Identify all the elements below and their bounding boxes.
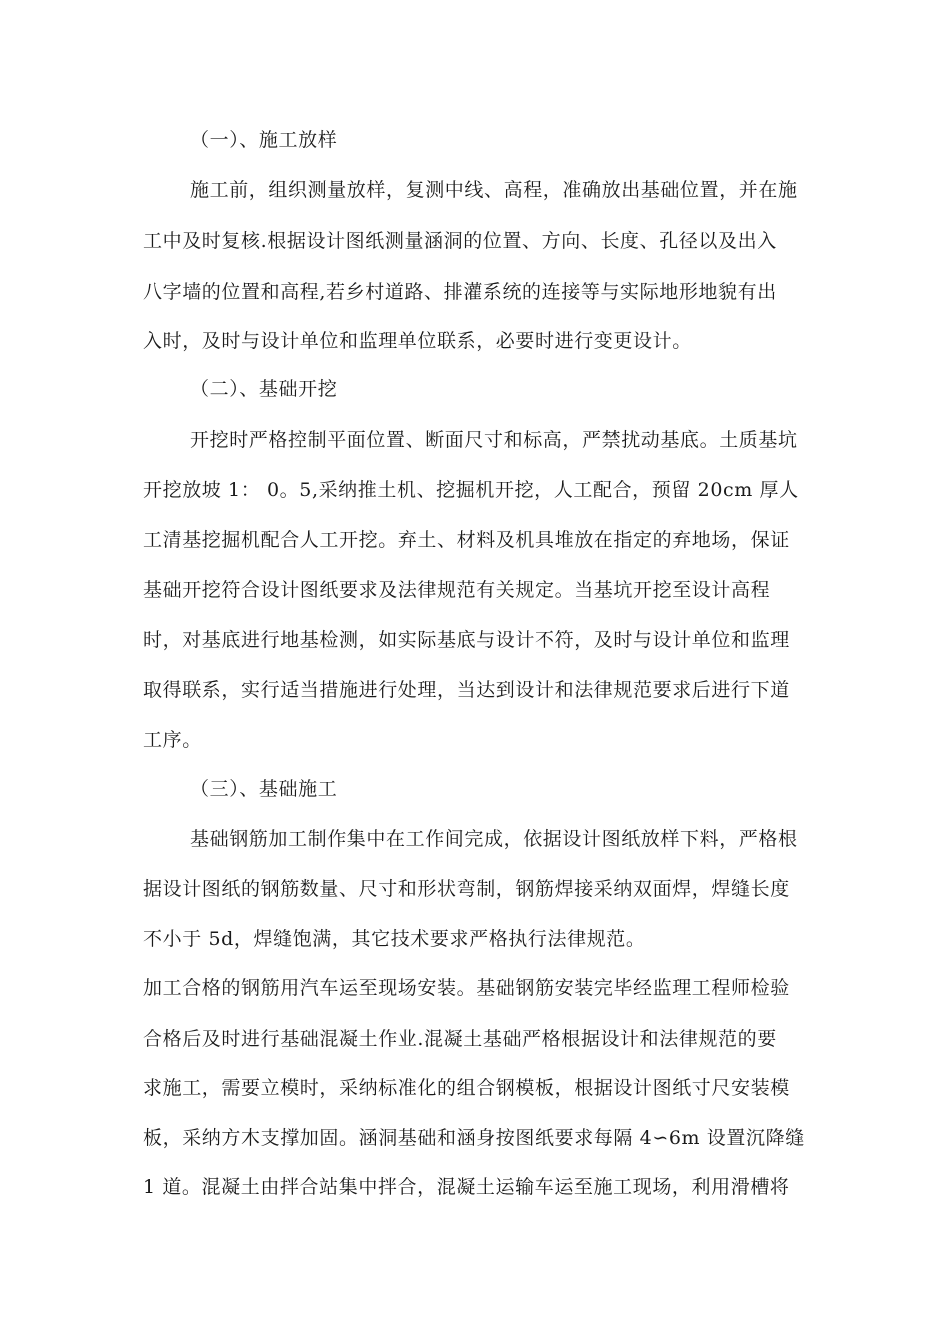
paragraph-line: 入时，及时与设计单位和监理单位联系，必要时进行变更设计。 [143, 330, 692, 352]
paragraph-line: 基础开挖符合设计图纸要求及法律规范有关规定。当基坑开挖至设计高程 [143, 579, 771, 601]
paragraph-line: 求施工，需要立模时，采纳标准化的组合钢模板，根据设计图纸寸尺安装模 [143, 1077, 790, 1099]
paragraph-line: 八字墙的位置和高程,若乡村道路、排灌系统的连接等与实际地形地貌有出 [143, 281, 777, 303]
section-heading: （一）、施工放样 [190, 129, 338, 151]
paragraph-line: 工序。 [143, 729, 202, 751]
paragraph-line: 1 道。混凝土由拌合站集中拌合，混凝土运输车运至施工现场，利用滑槽将 [143, 1176, 790, 1198]
paragraph-line: 加工合格的钢筋用汽车运至现场安装。基础钢筋安装完毕经监理工程师检验 [143, 977, 790, 999]
paragraph-line: 工清基挖掘机配合人工开挖。弃土、材料及机具堆放在指定的弃地场，保证 [143, 529, 790, 551]
paragraph-line: 工中及时复核.根据设计图纸测量涵洞的位置、方向、长度、孔径以及出入 [143, 230, 777, 252]
paragraph-line: 开挖时严格控制平面位置、断面尺寸和标高，严禁扰动基底。土质基坑 [190, 429, 798, 451]
paragraph-line: 不小于 5d，焊缝饱满，其它技术要求严格执行法律规范。 [143, 928, 646, 950]
paragraph-line: 据设计图纸的钢筋数量、尺寸和形状弯制，钢筋焊接采纳双面焊，焊缝长度 [143, 878, 790, 900]
paragraph-line: 合格后及时进行基础混凝土作业.混凝土基础严格根据设计和法律规范的要 [143, 1028, 777, 1050]
section-heading: （二）、基础开挖 [190, 378, 338, 400]
paragraph-line: 基础钢筋加工制作集中在工作间完成，依据设计图纸放样下料，严格根 [190, 828, 798, 850]
paragraph-line: 取得联系，实行适当措施进行处理，当达到设计和法律规范要求后进行下道 [143, 679, 790, 701]
paragraph-line: 板，采纳方木支撑加固。涵洞基础和涵身按图纸要求每隔 4∽6m 设置沉降缝 [143, 1127, 805, 1149]
paragraph-line: 时，对基底进行地基检测，如实际基底与设计不符，及时与设计单位和监理 [143, 629, 790, 651]
paragraph-line: 开挖放坡 1： 0。5,采纳推土机、挖掘机开挖，人工配合，预留 20cm 厚人 [143, 479, 799, 501]
paragraph-line: 施工前，组织测量放样，复测中线、高程，准确放出基础位置，并在施 [190, 179, 798, 201]
section-heading: （三）、基础施工 [190, 778, 338, 800]
